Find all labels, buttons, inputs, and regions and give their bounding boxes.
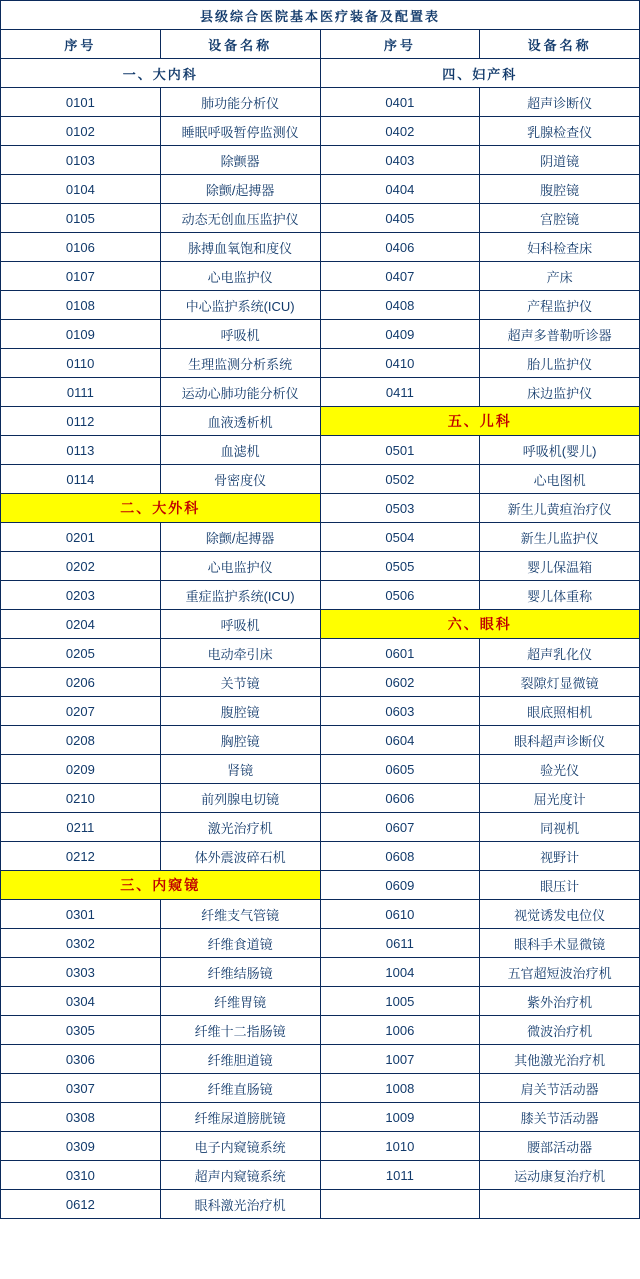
category-header-left: 三、内窥镜 [1, 871, 321, 900]
row-number-left: 0103 [1, 146, 161, 175]
row-number-left: 0212 [1, 842, 161, 871]
row-number-right: 1010 [320, 1132, 480, 1161]
equipment-name-left: 关节镜 [160, 668, 320, 697]
row-number-left: 0612 [1, 1190, 161, 1219]
equipment-name-left: 超声内窥镜系统 [160, 1161, 320, 1190]
equipment-name-left: 纤维食道镜 [160, 929, 320, 958]
equipment-name-right: 呼吸机(婴儿) [480, 436, 640, 465]
table-row [1, 262, 640, 291]
row-number-right: 0502 [320, 465, 480, 494]
equipment-name-right: 宫腔镜 [480, 204, 640, 233]
table-row [1, 204, 640, 233]
table-row [1, 784, 640, 813]
row-number-right: 0601 [320, 639, 480, 668]
category-header-left: 二、大外科 [1, 494, 321, 523]
equipment-name-left: 呼吸机 [160, 610, 320, 639]
equipment-name-left: 骨密度仪 [160, 465, 320, 494]
row-number-left: 0108 [1, 291, 161, 320]
row-number-right: 1007 [320, 1045, 480, 1074]
row-number-right: 0603 [320, 697, 480, 726]
row-number-left: 0106 [1, 233, 161, 262]
equipment-name-left: 生理监测分析系统 [160, 349, 320, 378]
row-number-right: 0402 [320, 117, 480, 146]
row-number-left: 0201 [1, 523, 161, 552]
row-number-right: 0608 [320, 842, 480, 871]
row-number-right: 0401 [320, 88, 480, 117]
row-number-left: 0210 [1, 784, 161, 813]
table-row [1, 842, 640, 871]
row-number-right: 0606 [320, 784, 480, 813]
table-row [1, 668, 640, 697]
table-row [1, 523, 640, 552]
row-number-right: 0505 [320, 552, 480, 581]
table-row [1, 320, 640, 349]
table-row [1, 1132, 640, 1161]
document-title: 县级综合医院基本医疗装备及配置表 [1, 1, 640, 30]
table-row [1, 88, 640, 117]
row-number-right: 0403 [320, 146, 480, 175]
row-number-left: 0110 [1, 349, 161, 378]
table-row [1, 755, 640, 784]
equipment-name-left: 血液透析机 [160, 407, 320, 436]
equipment-name-right: 眼压计 [480, 871, 640, 900]
table-row [1, 1016, 640, 1045]
row-number-right: 0602 [320, 668, 480, 697]
table-row [1, 1045, 640, 1074]
row-number-left: 0211 [1, 813, 161, 842]
row-number-right: 0408 [320, 291, 480, 320]
category-header-right: 六、眼科 [320, 610, 640, 639]
row-number-left: 0113 [1, 436, 161, 465]
row-number-right: 0504 [320, 523, 480, 552]
row-number-left: 0202 [1, 552, 161, 581]
row-number-left: 0306 [1, 1045, 161, 1074]
row-number-right: 1008 [320, 1074, 480, 1103]
equipment-name-left: 腹腔镜 [160, 697, 320, 726]
table-row [1, 958, 640, 987]
equipment-name-right: 产床 [480, 262, 640, 291]
equipment-name-right: 超声乳化仪 [480, 639, 640, 668]
equipment-name-right: 紫外治疗机 [480, 987, 640, 1016]
equipment-name-left: 血滤机 [160, 436, 320, 465]
equipment-name-right: 屈光度计 [480, 784, 640, 813]
equipment-name-left: 纤维直肠镜 [160, 1074, 320, 1103]
table-row [1, 1190, 640, 1219]
equipment-name-left: 除颤/起搏器 [160, 523, 320, 552]
equipment-name-left: 纤维胆道镜 [160, 1045, 320, 1074]
row-number-left: 0112 [1, 407, 161, 436]
equipment-name-right: 新生儿监护仪 [480, 523, 640, 552]
row-number-left: 0206 [1, 668, 161, 697]
row-number-left: 0101 [1, 88, 161, 117]
row-number-right: 0503 [320, 494, 480, 523]
table-row [1, 233, 640, 262]
row-number-left: 0310 [1, 1161, 161, 1190]
equipment-name-left: 电动牵引床 [160, 639, 320, 668]
row-number-right: 0409 [320, 320, 480, 349]
category-header-right: 四、妇产科 [320, 59, 640, 88]
row-number-left: 0308 [1, 1103, 161, 1132]
row-number-left: 0204 [1, 610, 161, 639]
equipment-name-left: 心电监护仪 [160, 262, 320, 291]
column-header-name-left: 设备名称 [160, 30, 320, 59]
row-number-left: 0309 [1, 1132, 161, 1161]
table-row [1, 900, 640, 929]
equipment-name-right: 心电图机 [480, 465, 640, 494]
equipment-name-right: 眼科手术显微镜 [480, 929, 640, 958]
equipment-name-left: 纤维结肠镜 [160, 958, 320, 987]
equipment-name-left: 肾镜 [160, 755, 320, 784]
row-number-left: 0205 [1, 639, 161, 668]
row-number-right: 0406 [320, 233, 480, 262]
table-row [1, 175, 640, 204]
row-number-right: 0610 [320, 900, 480, 929]
table-row [1, 552, 640, 581]
equipment-name-right: 验光仪 [480, 755, 640, 784]
equipment-name-left: 前列腺电切镜 [160, 784, 320, 813]
equipment-name-right: 婴儿保温箱 [480, 552, 640, 581]
equipment-name-right: 超声诊断仪 [480, 88, 640, 117]
equipment-name-right: 裂隙灯显微镜 [480, 668, 640, 697]
table-row [1, 494, 640, 523]
table-row [1, 117, 640, 146]
row-number-left: 0303 [1, 958, 161, 987]
row-number-left: 0302 [1, 929, 161, 958]
table-row [1, 349, 640, 378]
row-number-right: 1006 [320, 1016, 480, 1045]
row-number-left: 0105 [1, 204, 161, 233]
row-number-right: 1004 [320, 958, 480, 987]
equipment-name-right: 运动康复治疗机 [480, 1161, 640, 1190]
column-header-name-right: 设备名称 [480, 30, 640, 59]
equipment-name-right: 眼科超声诊断仪 [480, 726, 640, 755]
equipment-name-right: 新生儿黄疸治疗仪 [480, 494, 640, 523]
equipment-name-right: 膝关节活动器 [480, 1103, 640, 1132]
row-number-right [320, 1190, 480, 1219]
row-number-right: 0410 [320, 349, 480, 378]
table-row [1, 871, 640, 900]
row-number-right: 0506 [320, 581, 480, 610]
row-number-left: 0203 [1, 581, 161, 610]
category-header-left: 一、大内科 [1, 59, 321, 88]
equipment-name-left: 纤维胃镜 [160, 987, 320, 1016]
table-row [1, 407, 640, 436]
column-header-no-left: 序号 [1, 30, 161, 59]
equipment-name-right: 其他激光治疗机 [480, 1045, 640, 1074]
table-row [1, 726, 640, 755]
row-number-right: 0411 [320, 378, 480, 407]
row-number-right: 0407 [320, 262, 480, 291]
equipment-name-right: 视觉诱发电位仪 [480, 900, 640, 929]
equipment-name-right [480, 1190, 640, 1219]
equipment-name-left: 除颤器 [160, 146, 320, 175]
row-number-left: 0301 [1, 900, 161, 929]
equipment-name-right: 妇科检查床 [480, 233, 640, 262]
equipment-name-left: 脉搏血氧饱和度仪 [160, 233, 320, 262]
table-row [1, 465, 640, 494]
equipment-name-left: 重症监护系统(ICU) [160, 581, 320, 610]
row-number-left: 0111 [1, 378, 161, 407]
equipment-name-right: 床边监护仪 [480, 378, 640, 407]
equipment-name-right: 同视机 [480, 813, 640, 842]
equipment-name-left: 电子内窥镜系统 [160, 1132, 320, 1161]
equipment-name-left: 运动心肺功能分析仪 [160, 378, 320, 407]
table-row [1, 1074, 640, 1103]
equipment-name-right: 五官超短波治疗机 [480, 958, 640, 987]
table-row [1, 436, 640, 465]
equipment-name-left: 纤维支气管镜 [160, 900, 320, 929]
equipment-name-left: 心电监护仪 [160, 552, 320, 581]
row-number-left: 0208 [1, 726, 161, 755]
table-row [1, 813, 640, 842]
row-number-right: 1009 [320, 1103, 480, 1132]
table-row [1, 697, 640, 726]
equipment-name-right: 产程监护仪 [480, 291, 640, 320]
equipment-name-left: 中心监护系统(ICU) [160, 291, 320, 320]
row-number-left: 0107 [1, 262, 161, 291]
table-row [1, 378, 640, 407]
table-row [1, 59, 640, 88]
table-row [1, 291, 640, 320]
equipment-name-right: 视野计 [480, 842, 640, 871]
row-number-right: 0604 [320, 726, 480, 755]
table-row [1, 1161, 640, 1190]
equipment-name-right: 眼底照相机 [480, 697, 640, 726]
equipment-name-left: 眼科激光治疗机 [160, 1190, 320, 1219]
equipment-name-left: 除颤/起搏器 [160, 175, 320, 204]
row-number-left: 0307 [1, 1074, 161, 1103]
equipment-name-right: 超声多普勒听诊器 [480, 320, 640, 349]
equipment-name-left: 呼吸机 [160, 320, 320, 349]
row-number-left: 0102 [1, 117, 161, 146]
equipment-name-right: 婴儿体重称 [480, 581, 640, 610]
column-header-no-right: 序号 [320, 30, 480, 59]
row-number-left: 0305 [1, 1016, 161, 1045]
equipment-name-left: 胸腔镜 [160, 726, 320, 755]
equipment-name-right: 微波治疗机 [480, 1016, 640, 1045]
table-header-row [1, 30, 640, 59]
row-number-right: 0607 [320, 813, 480, 842]
row-number-left: 0304 [1, 987, 161, 1016]
equipment-name-right: 乳腺检查仪 [480, 117, 640, 146]
equipment-name-left: 纤维尿道膀胱镜 [160, 1103, 320, 1132]
row-number-left: 0209 [1, 755, 161, 784]
table-row [1, 987, 640, 1016]
table-row [1, 610, 640, 639]
equipment-name-left: 睡眠呼吸暂停监测仪 [160, 117, 320, 146]
equipment-name-right: 阴道镜 [480, 146, 640, 175]
row-number-right: 1011 [320, 1161, 480, 1190]
row-number-left: 0104 [1, 175, 161, 204]
equipment-name-left: 激光治疗机 [160, 813, 320, 842]
row-number-right: 0609 [320, 871, 480, 900]
equipment-name-left: 动态无创血压监护仪 [160, 204, 320, 233]
row-number-left: 0109 [1, 320, 161, 349]
row-number-right: 0605 [320, 755, 480, 784]
row-number-right: 1005 [320, 987, 480, 1016]
equipment-name-right: 肩关节活动器 [480, 1074, 640, 1103]
table-row [1, 929, 640, 958]
row-number-right: 0404 [320, 175, 480, 204]
row-number-right: 0611 [320, 929, 480, 958]
table-row [1, 639, 640, 668]
equipment-name-left: 体外震波碎石机 [160, 842, 320, 871]
row-number-left: 0207 [1, 697, 161, 726]
table-body [1, 1, 640, 1219]
table-title-row [1, 1, 640, 30]
table-row [1, 581, 640, 610]
equipment-name-right: 腹腔镜 [480, 175, 640, 204]
row-number-right: 0501 [320, 436, 480, 465]
equipment-name-right: 胎儿监护仪 [480, 349, 640, 378]
equipment-name-right: 腰部活动器 [480, 1132, 640, 1161]
table-row [1, 1103, 640, 1132]
category-header-right: 五、儿科 [320, 407, 640, 436]
row-number-right: 0405 [320, 204, 480, 233]
table-row [1, 146, 640, 175]
equipment-name-left: 肺功能分析仪 [160, 88, 320, 117]
equipment-name-left: 纤维十二指肠镜 [160, 1016, 320, 1045]
row-number-left: 0114 [1, 465, 161, 494]
